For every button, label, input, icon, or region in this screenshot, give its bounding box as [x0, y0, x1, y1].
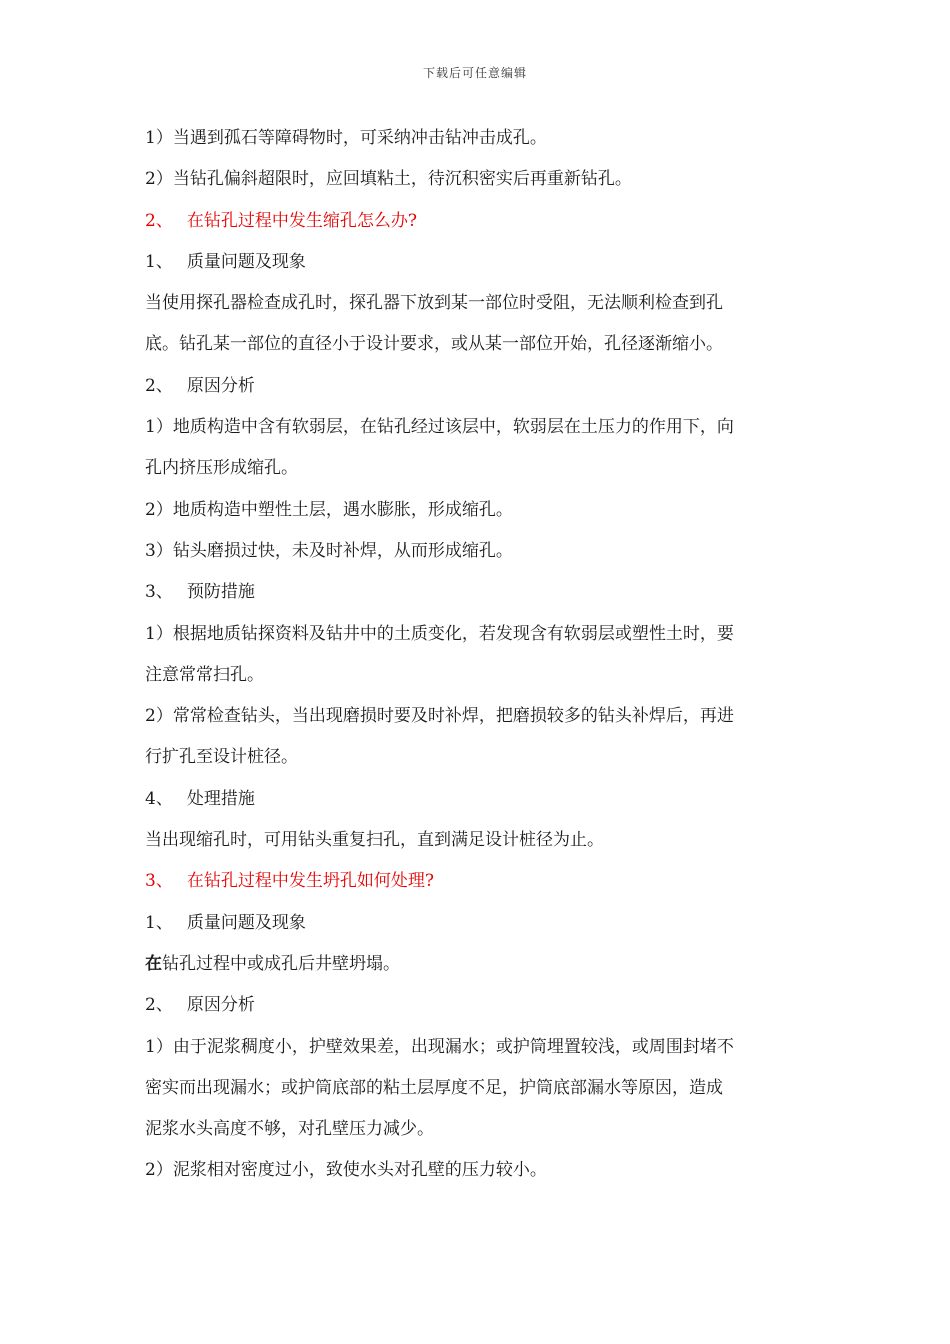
- heading-number: 3、: [145, 582, 173, 603]
- line-text: 1）根据地质钻探资料及钻井中的土质变化，若发现含有软弱层或塑性土时，要: [145, 623, 734, 644]
- heading-text: 质量问题及现象: [186, 912, 306, 933]
- text-line: [145, 820, 815, 861]
- subsection-heading: [145, 366, 815, 407]
- line-text: 1）地质构造中含有软弱层，在钻孔经过该层中，软弱层在土压力的作用下，向: [145, 417, 734, 438]
- text-line: [145, 655, 815, 696]
- text-line: [145, 1150, 815, 1191]
- subsection-heading: [145, 903, 815, 944]
- line-text: 孔内挤压形成缩孔。: [145, 458, 298, 479]
- section-heading: [145, 861, 815, 902]
- heading-text: 预防措施: [186, 582, 255, 603]
- heading-number: 1、: [145, 251, 173, 272]
- line-text: 2）当钻孔偏斜超限时，应回填粘土，待沉积密实后再重新钻孔。: [145, 169, 632, 190]
- heading-number: 2、: [145, 995, 173, 1016]
- line-text: 当使用探孔器检查成孔时，探孔器下放到某一部位时受阻，无法顺利检查到孔: [145, 293, 723, 314]
- line-lead-char: 在: [145, 953, 162, 974]
- line-text: 3）钻头磨损过快，未及时补焊，从而形成缩孔。: [145, 540, 513, 561]
- text-line: [145, 283, 815, 324]
- text-line: [145, 159, 815, 200]
- line-text: 注意常常扫孔。: [145, 664, 264, 685]
- heading-number: 2、: [145, 210, 173, 231]
- line-text: 行扩孔至设计桩径。: [145, 747, 298, 768]
- text-line: [145, 448, 815, 489]
- subsection-heading: [145, 985, 815, 1026]
- line-text: 钻孔过程中或成孔后井壁坍塌。: [162, 953, 400, 974]
- subsection-heading: [145, 572, 815, 613]
- heading-number: 1、: [145, 912, 173, 933]
- text-line: [145, 118, 815, 159]
- page-header: 下载后可任意编辑: [422, 66, 527, 80]
- heading-text: 质量问题及现象: [186, 251, 306, 272]
- line-text: 2）地质构造中塑性土层，遇水膨胀，形成缩孔。: [145, 499, 513, 520]
- section-heading: [145, 201, 815, 242]
- heading-number: 3、: [145, 871, 173, 892]
- text-line: [145, 490, 815, 531]
- heading-text: 在钻孔过程中发生缩孔怎么办?: [186, 210, 417, 231]
- text-line: [145, 531, 815, 572]
- heading-number: 2、: [145, 375, 173, 396]
- line-text: 1）由于泥浆稠度小，护壁效果差，出现漏水；或护筒埋置较浅，或周围封堵不: [145, 1036, 734, 1057]
- subsection-heading: [145, 779, 815, 820]
- text-line: [145, 696, 815, 737]
- line-text: 当出现缩孔时，可用钻头重复扫孔，直到满足设计桩径为止。: [145, 830, 604, 851]
- heading-text: 原因分析: [186, 995, 255, 1016]
- line-text: 2）泥浆相对密度过小，致使水头对孔壁的压力较小。: [145, 1160, 547, 1181]
- heading-number: 4、: [145, 788, 173, 809]
- heading-text: 处理措施: [186, 788, 255, 809]
- text-line: [145, 1109, 815, 1150]
- line-text: 2）常常检查钻头，当出现磨损时要及时补焊，把磨损较多的钻头补焊后，再进: [145, 706, 734, 727]
- text-line: [145, 737, 815, 778]
- subsection-heading: [145, 242, 815, 283]
- text-line: [145, 407, 815, 448]
- line-text: 1）当遇到孤石等障碍物时，可采纳冲击钻冲击成孔。: [145, 128, 547, 148]
- document-body: [145, 118, 815, 1192]
- text-line: [145, 324, 815, 365]
- line-text: 泥浆水头高度不够，对孔壁压力减少。: [145, 1119, 434, 1140]
- text-line: [145, 1027, 815, 1068]
- line-text: 底。钻孔某一部位的直径小于设计要求，或从某一部位开始，孔径逐渐缩小。: [145, 334, 723, 355]
- text-line: [145, 944, 815, 985]
- text-line: [145, 614, 815, 655]
- text-line: [145, 1068, 815, 1109]
- heading-text: 原因分析: [186, 375, 255, 396]
- line-text: 密实而出现漏水；或护筒底部的粘土层厚度不足，护筒底部漏水等原因，造成: [145, 1077, 723, 1098]
- heading-text: 在钻孔过程中发生坍孔如何处理?: [186, 871, 434, 892]
